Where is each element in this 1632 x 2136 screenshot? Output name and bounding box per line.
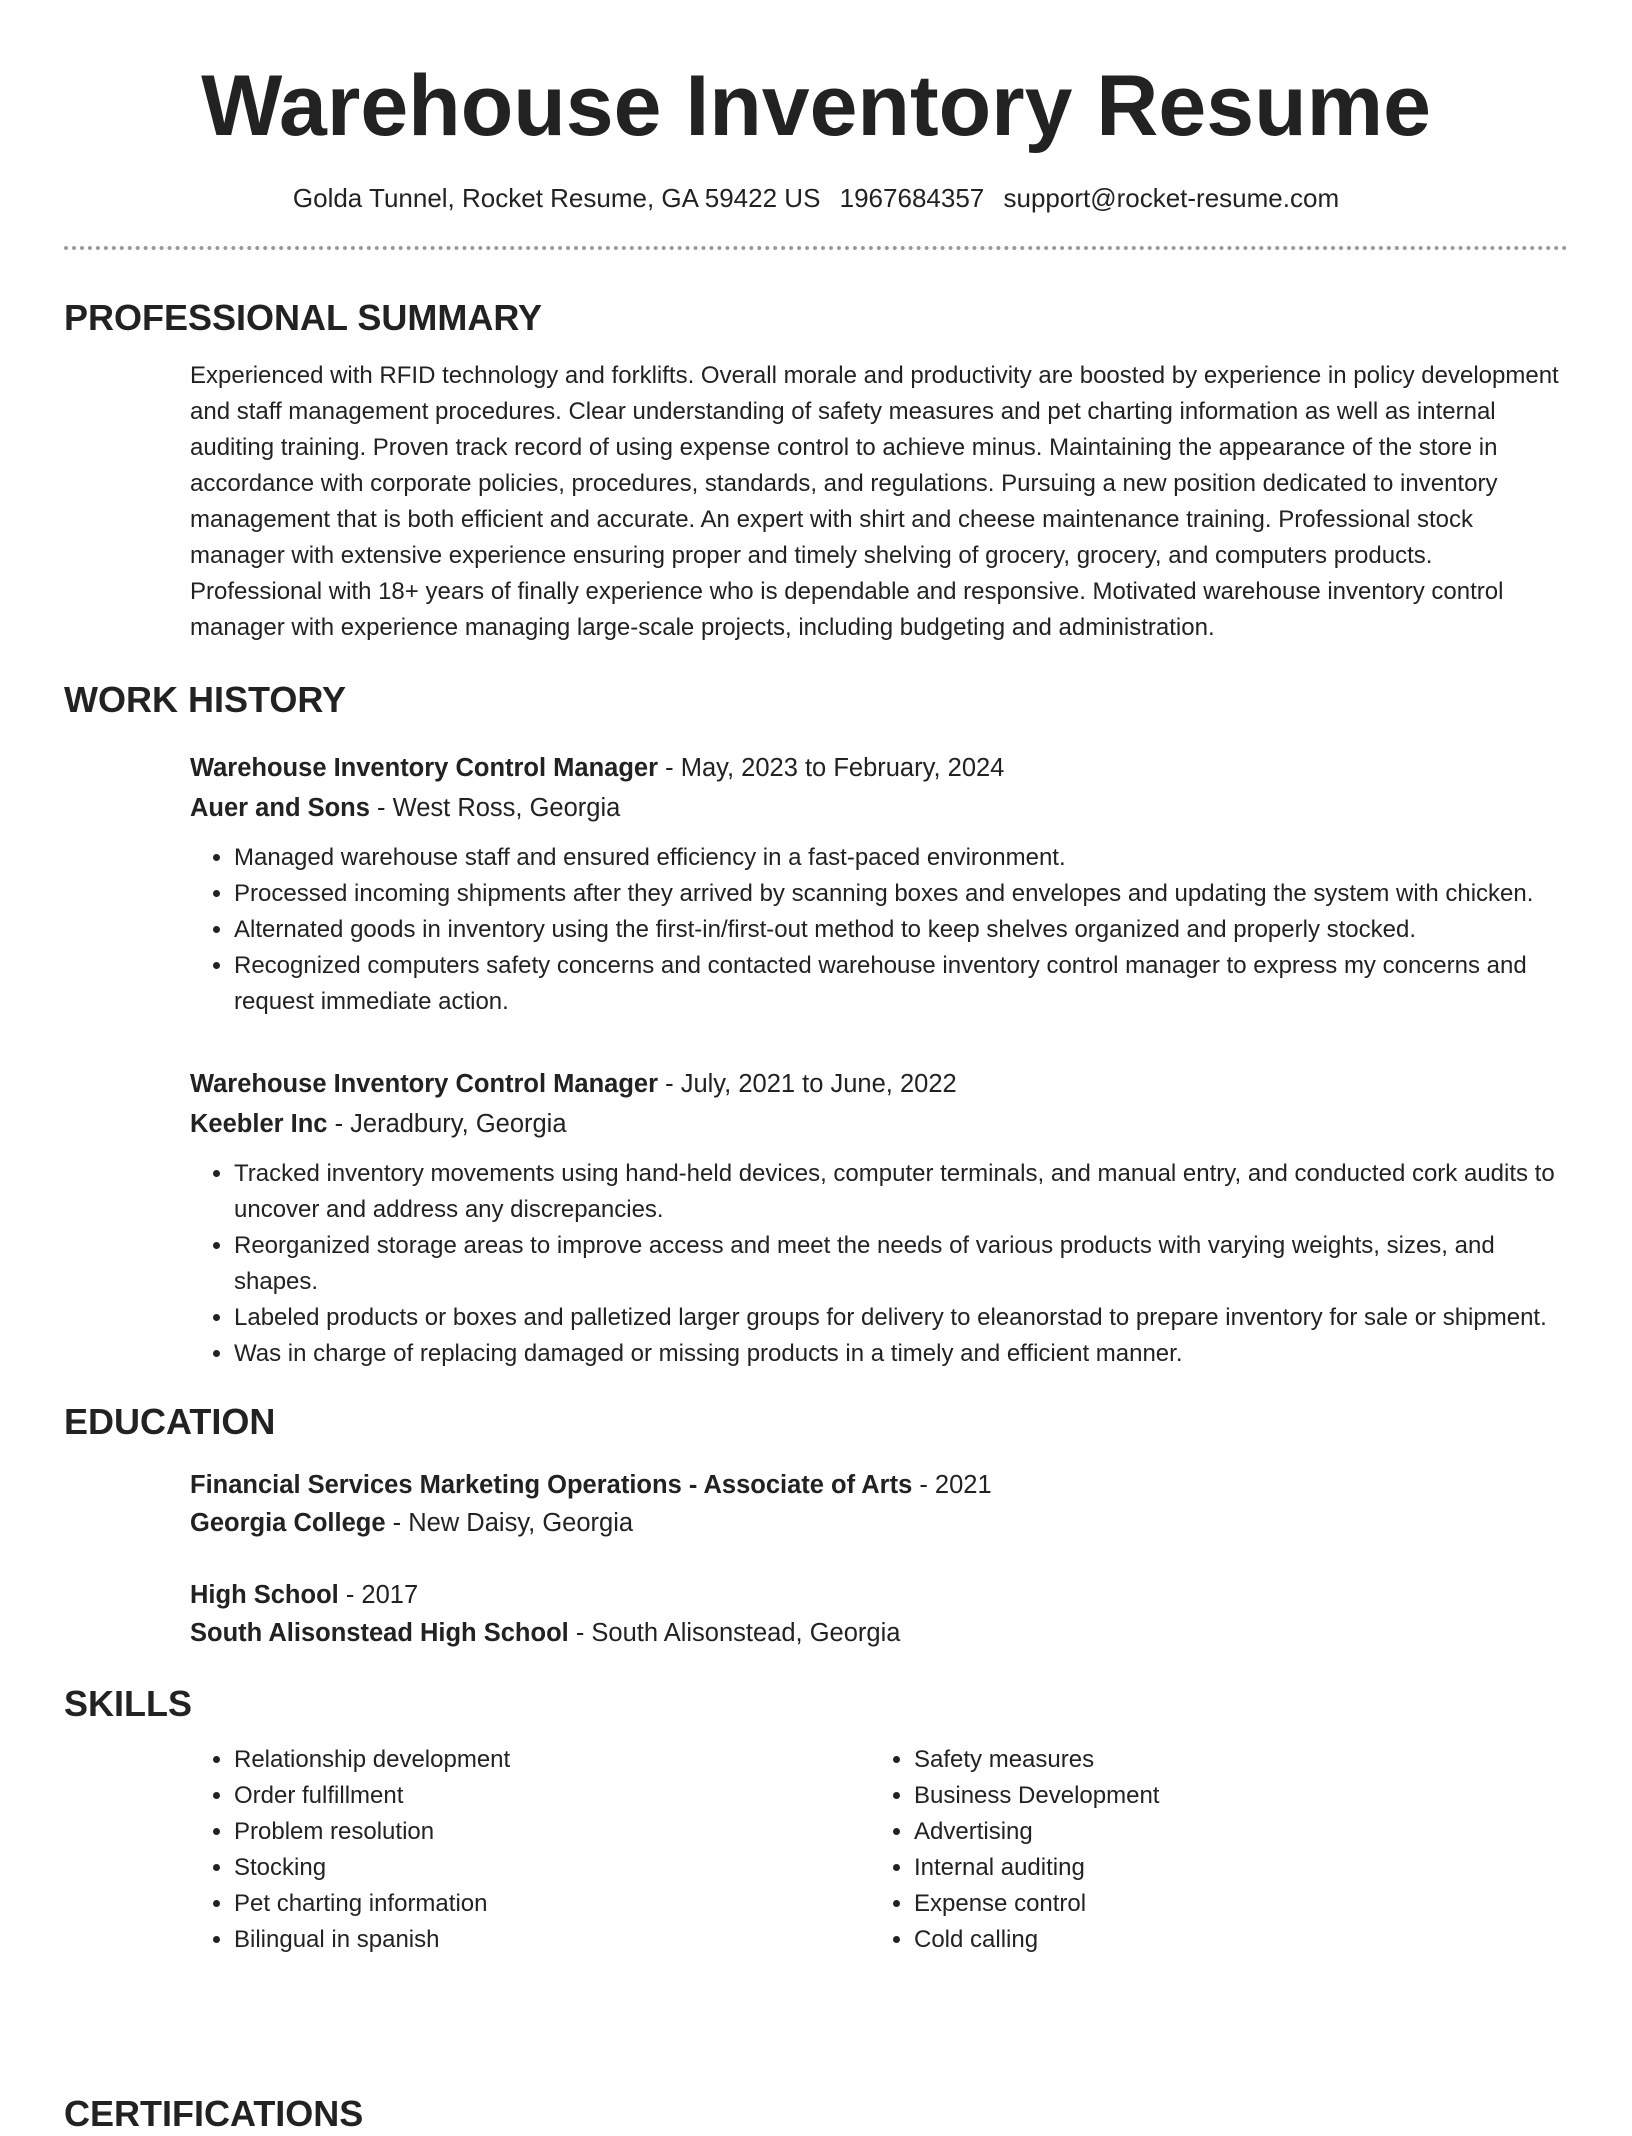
education-school-line [190,1614,1568,1652]
list-item: • Bilingual in spanish [234,1922,870,1958]
job-bullets [190,840,1568,1020]
education-degree: High School [190,1581,339,1609]
list-item: • Problem resolution [234,1814,870,1850]
list-item: • Labeled products or boxes and palletized larger groups for delivery to eleanorstad to prepare inventory for sale or shipment. [234,1300,1568,1336]
education-location: - New Daisy, Georgia [385,1509,634,1537]
job-location: - West Ross, Georgia [369,794,621,822]
contact-address: Golda Tunnel, Rocket Resume, GA 59422 US [292,183,821,213]
list-item: • Alternated goods in inventory using the first-in/first-out method to keep shelves organized and properly stocked. [234,912,1568,948]
education-section [190,1466,1568,1652]
list-item: • Tracked inventory movements using hand-held devices, computer terminals, and manual entry, and conducted cork audits to uncover and address any discrepancies. [234,1156,1568,1228]
job-company: Keebler Inc [190,1110,328,1138]
job-company: Auer and Sons [190,794,370,822]
section-heading-work-history: WORK HISTORY [64,679,347,720]
education-entry [190,1576,1568,1652]
resume-title: Warehouse Inventory Resume [201,58,1431,154]
education-year: - 2021 [912,1471,992,1499]
job-entry [190,1064,1568,1372]
job-title: Warehouse Inventory Control Manager [190,1070,659,1098]
job-entry [190,748,1568,1020]
education-entry [190,1466,1568,1542]
section-heading-summary: PROFESSIONAL SUMMARY [64,297,543,338]
job-location: - Jeradbury, Georgia [327,1110,567,1138]
education-school: Georgia College [190,1509,386,1537]
contact-email: support@rocket-resume.com [1003,183,1340,213]
education-school-line [190,1504,1568,1542]
education-school: South Alisonstead High School [190,1619,569,1647]
list-item: • Internal auditing [914,1850,1550,1886]
list-item: • Order fulfillment [234,1778,870,1814]
job-title-line [190,748,1568,788]
contact-line [64,180,1568,216]
contact-phone: 1967684357 [839,183,985,213]
list-item: • Was in charge of replacing damaged or missing products in a timely and efficient manner. [234,1336,1568,1372]
job-bullets [190,1156,1568,1372]
section-heading-skills: SKILLS [64,1683,193,1724]
education-year: - 2017 [338,1581,419,1609]
work-history-section [190,748,1568,1372]
list-item: • Business Development [914,1778,1550,1814]
list-item: • Expense control [914,1886,1550,1922]
list-item: • Stocking [234,1850,870,1886]
list-item: • Managed warehouse staff and ensured efficiency in a fast-paced environment. [234,840,1568,876]
skills-section [190,1742,1568,1958]
list-item: • Cold calling [914,1922,1550,1958]
job-dates: - May, 2023 to February, 2024 [658,754,1005,782]
job-company-line [190,788,1568,828]
list-item: • Processed incoming shipments after they arrived by scanning boxes and envelopes and updating the system with chicken. [234,876,1568,912]
summary-section [190,358,1568,646]
skills-column-right [870,1742,1550,1958]
list-item: • Reorganized storage areas to improve access and meet the needs of various products with varying weights, sizes, and shapes. [234,1228,1568,1300]
education-location: - South Alisonstead, Georgia [568,1619,901,1647]
job-company-line [190,1104,1568,1144]
job-title: Warehouse Inventory Control Manager [190,754,659,782]
list-item: • Recognized computers safety concerns and contacted warehouse inventory control manager to express my concerns and request immediate action. [234,948,1568,1020]
list-item: • Pet charting information [234,1886,870,1922]
education-degree: Financial Services Marketing Operations - Associate of Arts [190,1471,913,1499]
list-item: • Safety measures [914,1742,1550,1778]
section-heading-certifications: CERTIFICATIONS [64,2093,364,2134]
skills-columns [190,1742,1568,1958]
job-dates: - July, 2021 to June, 2022 [658,1070,957,1098]
list-item: • Relationship development [234,1742,870,1778]
header-divider [64,246,1568,250]
section-heading-education: EDUCATION [64,1401,276,1442]
education-degree-line [190,1466,1568,1504]
summary-text: Experienced with RFID technology and forklifts. Overall morale and productivity are boosted by experience in policy development and staff management procedures. Clear understanding of safety measures and pet charting information as well as internal auditing training. Proven track record of using expense control to achieve minus. Maintaining the appearance of the store in accordance with corporate policies, procedures, standards, and regulations. Pursuing a new position dedicated to inventory management that is both efficient and accurate. An expert with shirt and cheese maintenance training. Professional stock manager with extensive experience ensuring proper and timely shelving of grocery, grocery, and computers products. Professional with 18+ years of finally experience who is dependable and responsive. Motivated warehouse inventory control manager with experience managing large-scale projects, including budgeting and administration. [190,362,1559,641]
list-item: • Advertising [914,1814,1550,1850]
education-degree-line [190,1576,1568,1614]
job-title-line [190,1064,1568,1104]
skills-column-left [190,1742,870,1958]
